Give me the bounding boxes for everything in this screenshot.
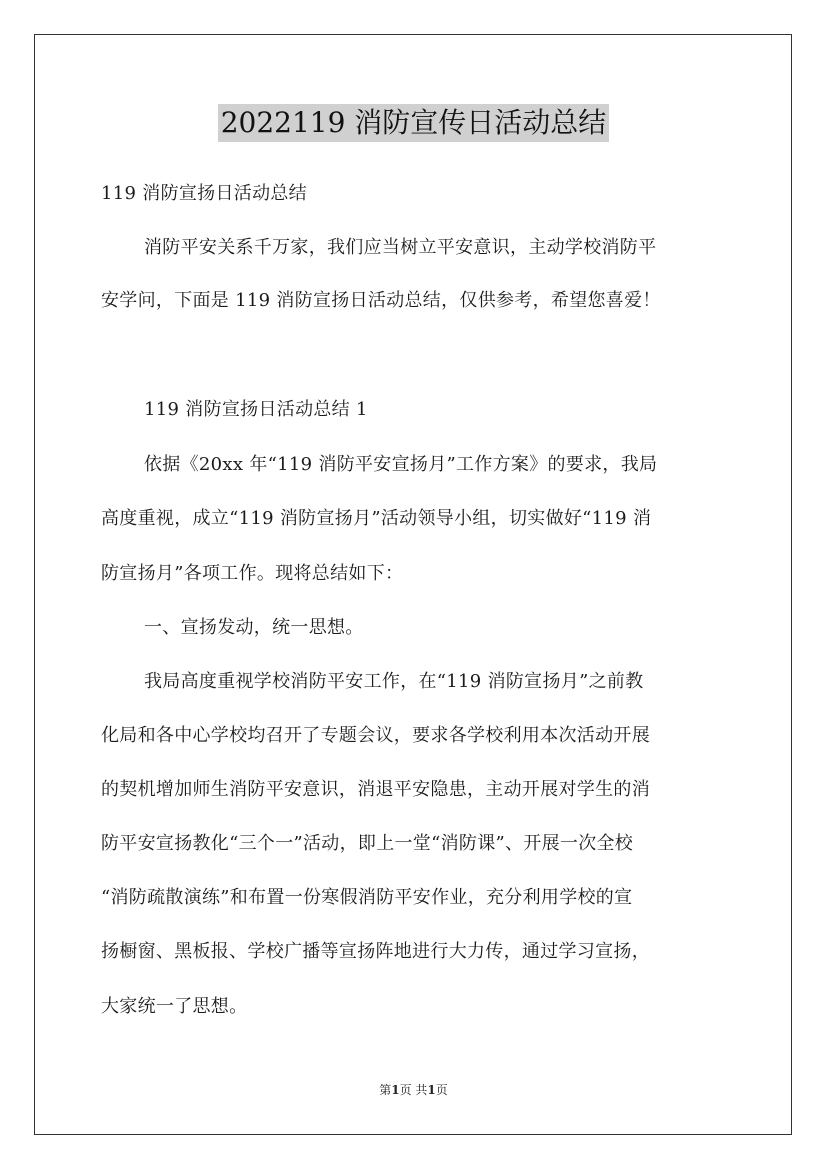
body-line: 的契机增加师生消防平安意识，消退平安隐患，主动开展对学生的消 <box>101 779 650 800</box>
document-title: 2022119 消防宣传日活动总结 <box>218 104 610 142</box>
footer-page-mid: 页 共 <box>399 1083 428 1097</box>
footer-page-prefix: 第 <box>379 1083 392 1097</box>
footer-page-suffix: 页 <box>435 1083 448 1097</box>
footer-page-current: 1 <box>391 1083 400 1097</box>
page-footer <box>0 1082 827 1098</box>
body-line: 大家统一了思想。 <box>101 996 248 1017</box>
body-line: 化局和各中心学校均召开了专题会议，要求各学校利用本次活动开展 <box>101 725 650 746</box>
body-line: 安学问，下面是 119 消防宣扬日活动总结，仅供参考，希望您喜爱！ <box>101 290 661 311</box>
body-line: 高度重视，成立“119 消防宣扬月”活动领导小组，切实做好“119 消 <box>101 508 652 529</box>
subtitle-line: 119 消防宣扬日活动总结 <box>101 183 307 204</box>
body-line: 我局高度重视学校消防平安工作，在“119 消防宣扬月”之前教 <box>144 671 644 692</box>
body-line: 防宣扬月”各项工作。现将总结如下： <box>101 563 404 584</box>
footer-page-total: 1 <box>427 1083 436 1097</box>
section-heading: 119 消防宣扬日活动总结 1 <box>144 399 368 420</box>
body-line: “消防疏散演练”和布置一份寒假消防平安作业，充分利用学校的宣 <box>101 887 633 908</box>
title-container <box>0 104 827 142</box>
section-point-heading: 一、宣扬发动，统一思想。 <box>144 617 364 638</box>
body-line: 防平安宣扬教化“三个一”活动，即上一堂“消防课”、开展一次全校 <box>101 833 634 854</box>
body-line: 消防平安关系千万家，我们应当树立平安意识，主动学校消防平 <box>144 237 657 258</box>
body-line: 依据《20xx 年“119 消防平安宣扬月”工作方案》的要求，我局 <box>144 454 658 475</box>
body-line: 扬橱窗、黑板报、学校广播等宣扬阵地进行大力传，通过学习宣扬， <box>101 941 650 962</box>
